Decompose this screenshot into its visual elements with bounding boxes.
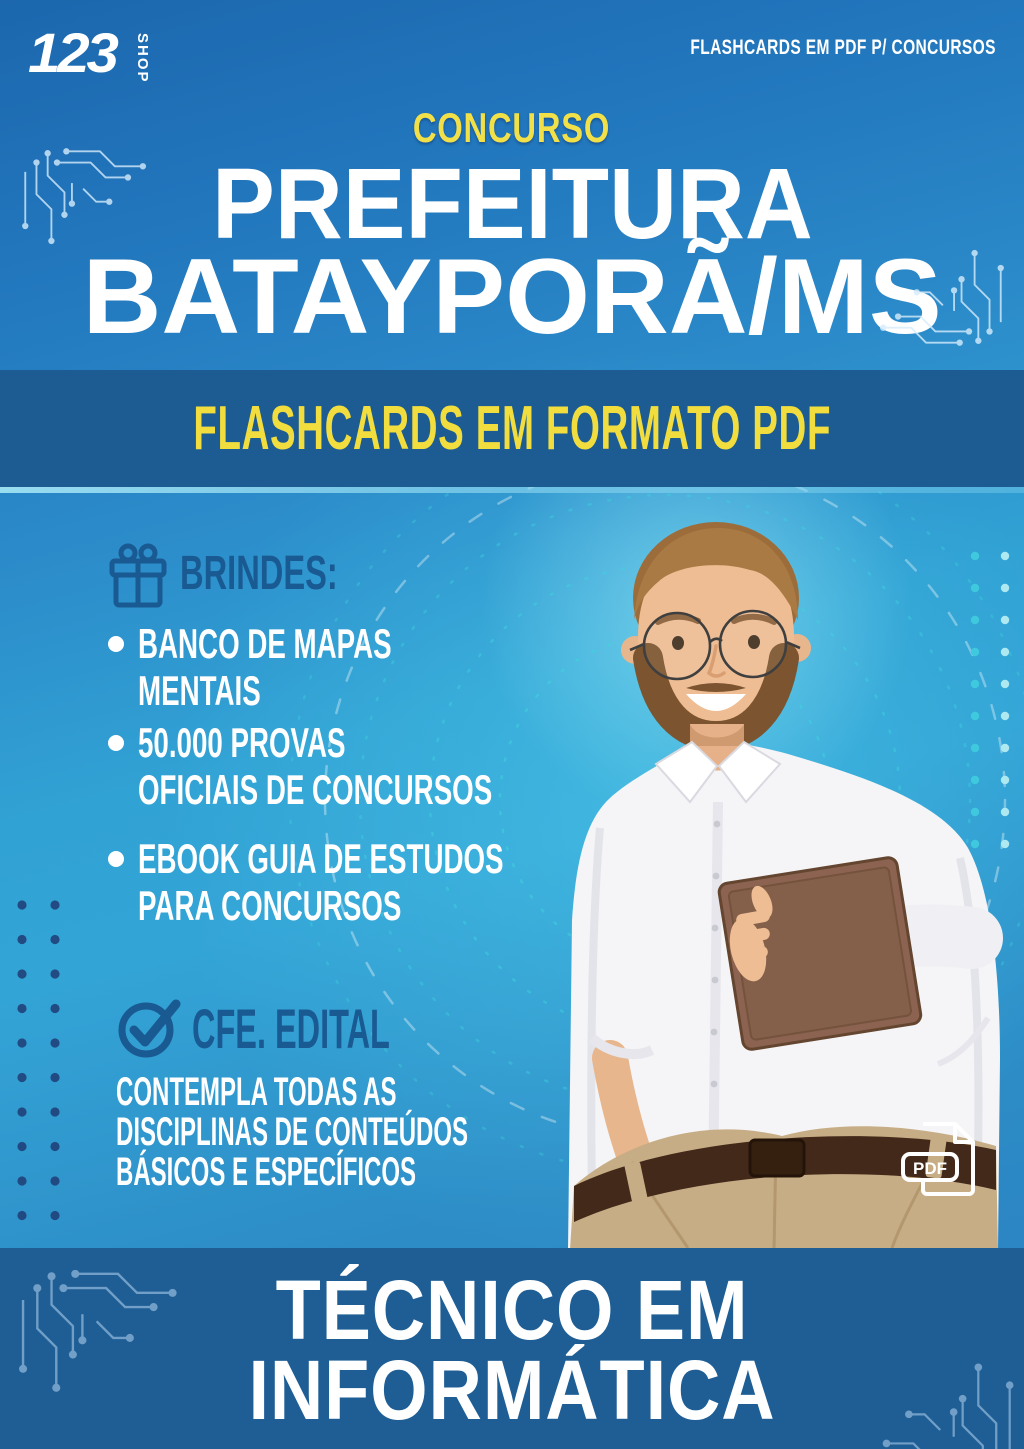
list-item-line: OFICIAIS DE CONCURSOS: [138, 766, 493, 813]
list-item-line: 50.000 PROVAS: [138, 719, 346, 766]
brindes-heading: [180, 546, 412, 601]
edital-description-line: CONTEMPLA TODAS AS: [116, 1070, 397, 1114]
circuit-decoration-top-left: [10, 142, 160, 282]
dot-grid-left: [16, 898, 86, 1228]
header-tagline-text: FLASHCARDS EM PDF P/ CONCURSOS: [690, 36, 996, 59]
pdf-file-icon: [899, 1120, 981, 1200]
page-title-line1-text: PREFEITURA: [211, 148, 813, 260]
format-band: [0, 370, 1024, 487]
pdf-badge-label: PDF: [913, 1159, 947, 1178]
circuit-decoration-bottom-right: [848, 1318, 1024, 1449]
format-band-light-edge: [0, 487, 1024, 493]
job-role-line1: TÉCNICO EM: [275, 1263, 749, 1357]
page-title-line2-text: BATAYPORÃ/MS: [82, 236, 942, 356]
edital-description-line: DISCIPLINAS DE CONTEÚDOS: [116, 1110, 469, 1154]
edital-heading-text: CFE. EDITAL: [192, 997, 390, 1060]
bullet-dot: [108, 735, 124, 751]
bullet-dot: [108, 851, 124, 867]
circuit-decoration-bottom-left: [4, 1262, 194, 1440]
bullet-dot: [108, 636, 124, 652]
list-item-line: EBOOK GUIA DE ESTUDOS: [138, 835, 504, 882]
list-item-ebook-guia: [104, 835, 692, 929]
list-item-line: PARA CONCURSOS: [138, 882, 402, 929]
gift-icon: [106, 543, 170, 609]
header-tagline: [396, 36, 996, 60]
list-item-provas-oficiais: [104, 719, 675, 813]
edital-heading: [192, 996, 533, 1061]
job-role-line2: INFORMÁTICA: [248, 1343, 776, 1437]
list-item-line: BANCO DE MAPAS: [138, 620, 392, 667]
brindes-heading-text: BRINDES:: [180, 547, 338, 600]
logo-shop-text: SHOP: [134, 33, 151, 84]
check-circle-icon: [116, 996, 184, 1060]
list-item-banco-de-mapas: [104, 620, 522, 714]
edital-description-line: BÁSICOS E ESPECÍFICOS: [116, 1150, 417, 1194]
format-band-text: FLASHCARDS EM FORMATO PDF: [193, 394, 831, 463]
edital-description: [116, 1072, 703, 1192]
logo-number: 123: [28, 21, 116, 84]
shop-logo: [28, 22, 178, 92]
list-item-line: MENTAIS: [138, 667, 261, 714]
kicker-text: CONCURSO: [413, 104, 611, 151]
